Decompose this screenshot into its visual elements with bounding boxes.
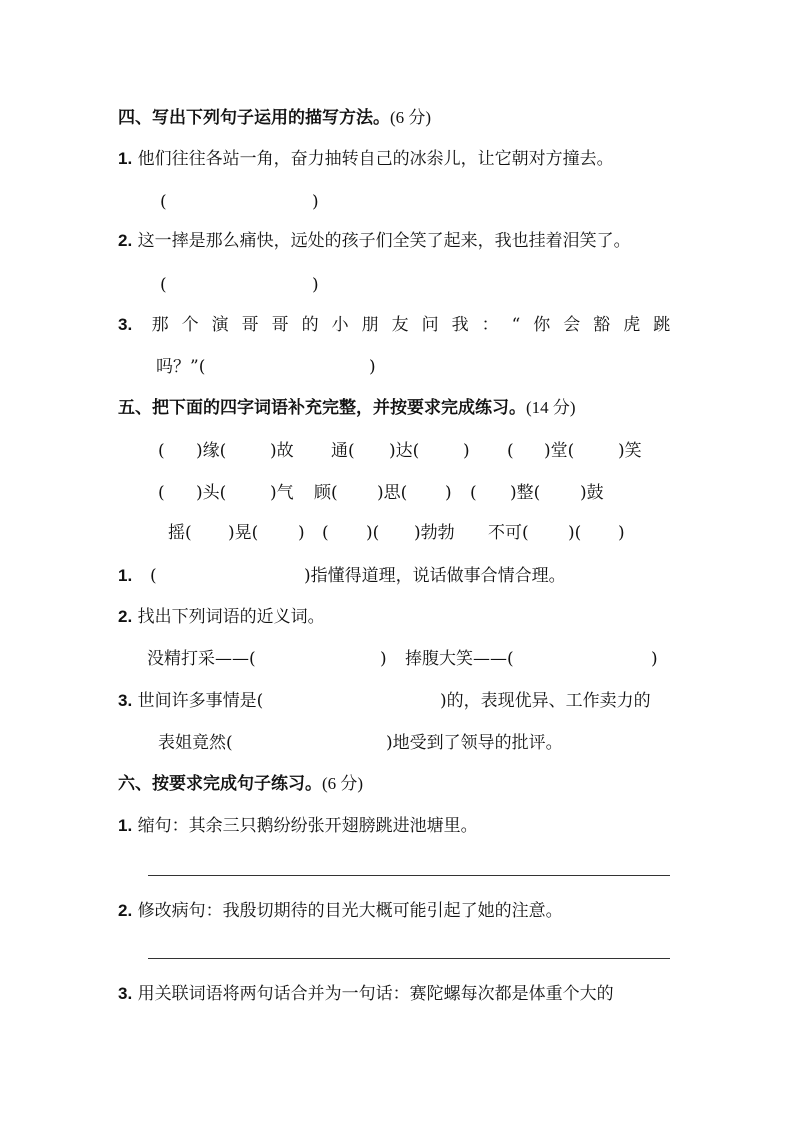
section-4-title [118,107,431,129]
question-4-2 [118,230,631,252]
idiom-blank: )( [568,523,582,543]
idiom-blank: ( [158,441,165,461]
idiom-blank: )达( [389,441,420,461]
idiom-blank: )故 [270,441,294,461]
idiom-blank: )笑 [618,441,642,461]
idiom-blank: )鼓 [580,483,604,503]
question-5-3-line2: 表姐竟然( [158,733,233,753]
question-5-1 [118,565,132,587]
idiom-blank: ( [158,483,165,503]
question-text: 缩句：其余三只鹅纷纷张开翅膀跳进池塘里。 [137,816,478,836]
question-text: 用关联词语将两句话合并为一句话：赛陀螺每次都是体重个大的 [137,984,614,1004]
idiom-blank: 不可( [488,523,529,543]
question-5-3-text-cont: )的，表现优异、工作卖力的 [440,691,651,711]
section-5-title [118,397,576,419]
question-6-2 [118,900,563,922]
question-text: 修改病句：我殷切期待的目光大概可能引起了她的注意。 [137,901,563,921]
question-number: 1. [118,816,133,835]
section-5-points: (14 分) [526,398,576,417]
idiom-blank: ) [463,441,470,461]
question-text: 那个演哥哥的小朋友问我：“你会豁虎跳 [151,315,684,335]
idiom-blank: 摇( [168,523,192,543]
question-5-1-text: )指懂得道理，说话做事合情合理。 [304,566,566,586]
answer-line [148,958,670,959]
idiom-blank: )勃勃 [414,523,455,543]
idiom-blank: ( [507,441,514,461]
answer-paren-close: ) [312,192,319,212]
synonym-word-2: 捧腹大笑——( [405,649,514,669]
idiom-blank: )晃( [228,523,259,543]
question-6-1 [118,815,478,837]
question-text: 世间许多事情是( [137,691,264,711]
answer-paren-open: ( [150,566,157,586]
question-number: 3. [118,691,133,710]
question-5-3 [118,690,263,712]
idiom-blank: )气 [270,483,294,503]
answer-paren-open: ( [160,192,167,212]
idiom-blank: )( [366,523,380,543]
question-number: 2. [118,901,133,920]
question-6-3 [118,983,614,1005]
question-number: 2. [118,231,133,250]
question-5-3-line2-cont: )地受到了领导的批评。 [386,733,563,753]
section-4-title-text: 四、写出下列句子运用的描写方法。 [118,108,390,128]
answer-paren-close: ) [651,649,658,669]
question-number: 1. [118,149,133,168]
idiom-blank: )头( [196,483,227,503]
question-number: 3. [118,315,133,334]
answer-paren-close: ) [369,357,376,377]
idiom-blank: 通( [331,441,355,461]
section-6-title [118,773,363,795]
section-4-points: (6 分) [390,108,432,127]
answer-paren-close: ) [380,649,387,669]
question-4-3 [118,314,683,336]
question-text: 找出下列词语的近义词。 [137,607,325,627]
question-number: 3. [118,984,133,1003]
question-4-3-continued: 吗？”( [156,357,206,377]
synonym-word-1: 没精打采——( [147,649,256,669]
section-5-title-text: 五、把下面的四字词语补充完整，并按要求完成练习。 [118,398,526,418]
question-4-1 [118,148,614,170]
answer-paren-open: ( [160,275,167,295]
question-5-2 [118,606,325,628]
question-text: 他们往往各站一角，奋力抽转自己的冰尜儿，让它朝对方撞去。 [137,149,614,169]
idiom-blank: ) [445,483,452,503]
idiom-blank: )缘( [196,441,227,461]
idiom-blank: ( [322,523,329,543]
idiom-blank: )整( [510,483,541,503]
idiom-blank: )堂( [544,441,575,461]
section-6-points: (6 分) [322,774,364,793]
question-number: 2. [118,607,133,626]
answer-line [148,875,670,876]
answer-paren-close: ) [312,275,319,295]
section-6-title-text: 六、按要求完成句子练习。 [118,774,322,794]
idiom-blank: )思( [377,483,408,503]
idiom-blank: 顾( [314,483,338,503]
question-text: 这一摔是那么痛快，远处的孩子们全笑了起来，我也挂着泪笑了。 [137,231,631,251]
question-number: 1. [118,566,133,585]
idiom-blank: ) [298,523,305,543]
idiom-blank: ( [470,483,477,503]
idiom-blank: ) [618,523,625,543]
